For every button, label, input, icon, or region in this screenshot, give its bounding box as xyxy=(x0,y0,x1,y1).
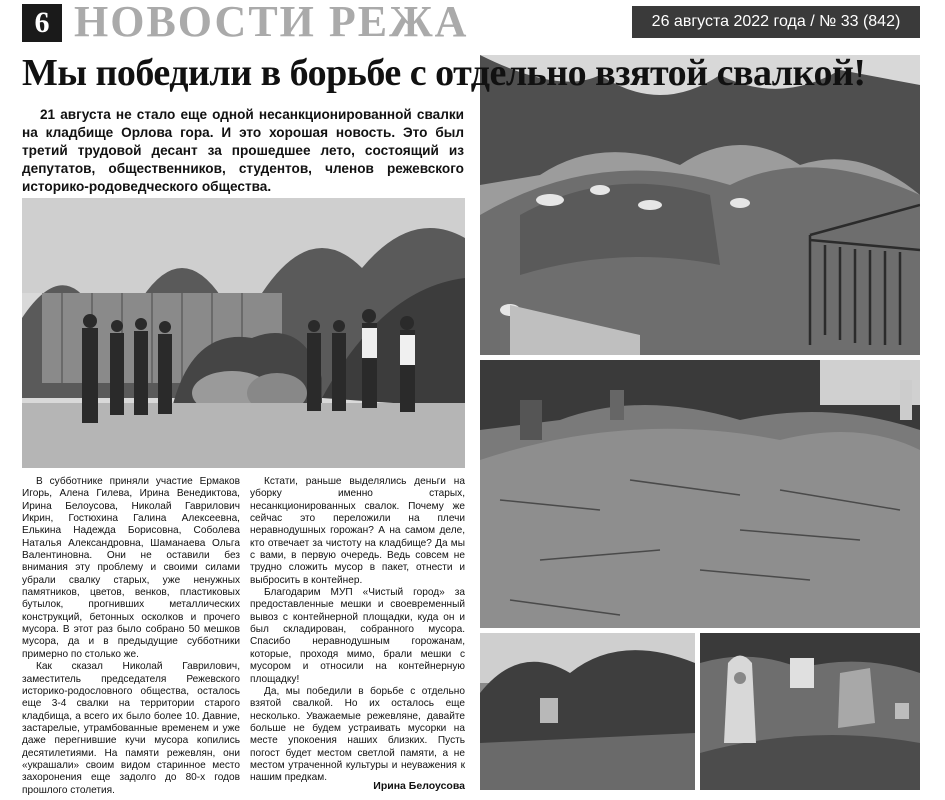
article-column-1 xyxy=(22,476,240,797)
cleared-cemetery-ground-photo xyxy=(480,360,920,628)
page-number: 6 xyxy=(22,4,62,42)
gravestones-photo xyxy=(700,633,920,790)
paragraph: Благодарим МУП «Чистый город» за предоставленные мешки и своевременный вывоз с контейнерной площадки, куда он и был складирован, собранного мусора. Спасибо неравнодушным горожанам, которые, проходя мимо, брали мешки с мусором и относили на контейнерную площадку! xyxy=(250,587,465,685)
section-rubric: НОВОСТИ РЕЖА xyxy=(74,0,469,46)
paragraph: Как сказал Николай Гаврилович, заместитель председателя Режевского историко-родословного общества, осталось еще 3-4 свалки на территории старого кладбища, а всего их было более 10. Давние, застарелые, утрамбованные временем и уже даже перегнившие кучи мусора копились десятилетиями. На памяти режевлян, они «украшали» своим видом старинное место захоронения еще задолго до 80-х годов прошлого столетия. xyxy=(22,661,240,796)
article-headline: Мы победили в борьбе с отдельно взятой свалкой! xyxy=(22,52,866,94)
author-signature: Ирина Белоусова xyxy=(373,780,465,792)
dump-with-fence-photo xyxy=(480,55,920,355)
paragraph: Кстати, раньше выделялись деньги на уборку именно старых, несанкционированных свалок. Почему же сейчас это переложили на плечи неравнодушных горожан? А на самом деле, кто отвечает за чистоту на кладбище? Да мы с вами, в первую очередь. Ведь совсем не трудно сложить мусор в пакет, отнести и выбросить в контейнер. xyxy=(250,476,465,586)
paragraph: Да, мы победили в борьбе с отдельно взятой свалкой. Но их осталось еще несколько. Уважаемые режевляне, давайте больше не будем устраивать мусорки на месте упокоения наших близких. Пусть погост будет местом светлой памяти, а не местом утраченной культуры и неуважения к нашим предкам. xyxy=(250,685,465,784)
cemetery-trees-photo xyxy=(480,633,695,790)
group-photo xyxy=(22,198,465,468)
article-lead: 21 августа не стало еще одной несанкционированной свалки на кладбище Орлова гора. И это хорошая новость. Это был третий трудовой десант за прошедшее лето, состоящий из депутатов, общественников, студентов, членов режевского историко-родоведческого общества. xyxy=(22,107,464,194)
issue-dateline: 26 августа 2022 года / № 33 (842) xyxy=(632,6,920,38)
paragraph: В субботнике приняли участие Ермаков Игорь, Алена Гилева, Ирина Венедиктова, Ирина Белоусова, Николай Гаврилович Икрин, Гостюхина Галина Алексеевна, Елькина Надежда Борисовна, Соболева Наталья Александровна, Шаманаева Ольга Валентиновна. Они не оставили без внимания эту проблему и своими силами убрали свалку старых, уже ненужных памятников, цветов, венков, пластиковых бутылок, прогнивших металлических конструкций, бетонных осколков и прочего мусора. В этот раз было собрано 50 мешков мусора, да и в предыдущие субботники примерно по столько же. xyxy=(22,476,240,660)
article-column-2 xyxy=(250,476,465,785)
